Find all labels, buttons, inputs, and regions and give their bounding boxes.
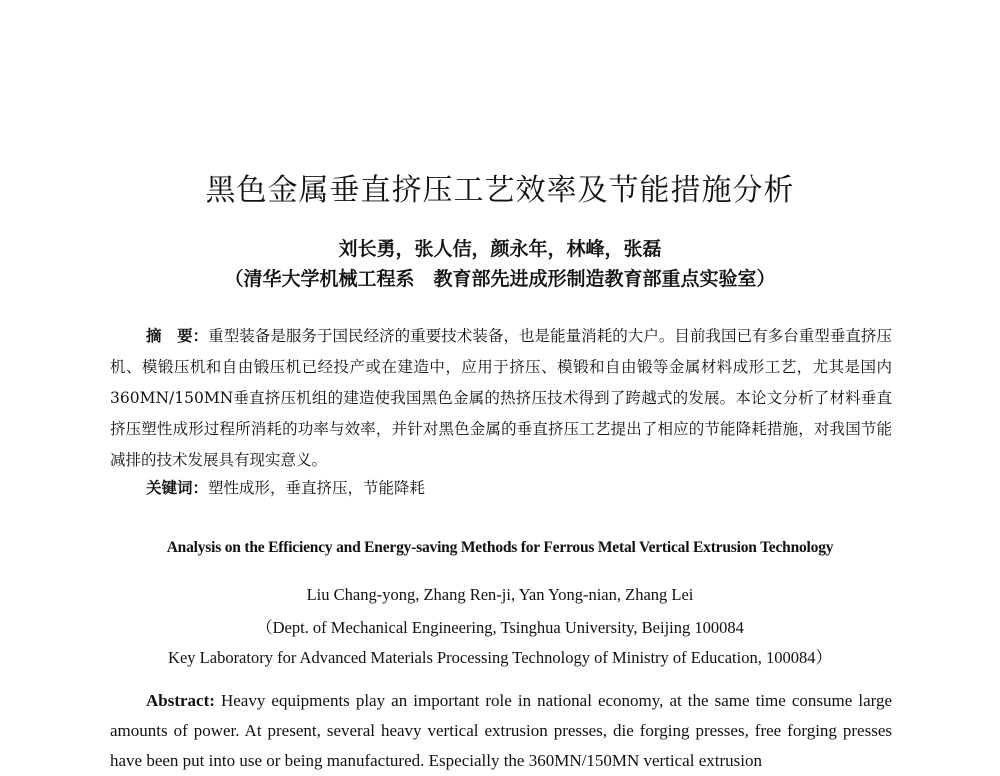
chinese-abstract-label: 摘 要： <box>146 326 209 345</box>
chinese-title: 黑色金属垂直挤压工艺效率及节能措施分析 <box>205 173 795 208</box>
english-affiliation-line-2: Key Laboratory for Advanced Materials Processing Technology of Ministry of Education, 100084） <box>168 648 832 667</box>
english-abstract-label: Abstract: <box>146 691 215 710</box>
chinese-abstract-text: 重型装备是服务于国民经济的重要技术装备，也是能量消耗的大户。目前我国已有多台重型垂直挤压机、模锻压机和自由锻压机已经投产或在建造中，应用于挤压、模锻和自由锻等金属材料成形工艺，尤其是国内360MN/150MN垂直挤压机组的建造使我国黑色金属的热挤压技术得到了跨越式的发展。本论文分析了材料垂直挤压塑性成形过程所消耗的功率与效率，并针对黑色金属的垂直挤压工艺提出了相应的节能降耗措施，对我国节能减排的技术发展具有现实意义。 <box>110 327 892 469</box>
chinese-abstract <box>110 320 892 476</box>
english-abstract <box>110 686 892 776</box>
english-title: Analysis on the Efficiency and Energy-saving Methods for Ferrous Metal Vertical Extrusion Technology <box>166 539 834 556</box>
chinese-affiliation: （清华大学机械工程系 教育部先进成形制造教育部重点实验室） <box>224 268 776 290</box>
chinese-authors: 刘长勇，张人佶，颜永年，林峰，张磊 <box>338 238 662 260</box>
chinese-keywords-label: 关键词： <box>146 478 209 497</box>
english-affiliation-line-1: （Dept. of Mechanical Engineering, Tsinghua University, Beijing 100084 <box>256 618 744 637</box>
english-authors: Liu Chang-yong, Zhang Ren-ji, Yan Yong-nian, Zhang Lei <box>306 585 694 604</box>
chinese-keywords <box>146 476 425 498</box>
chinese-keywords-text: 塑性成形，垂直挤压，节能降耗 <box>208 479 426 497</box>
english-abstract-text: Heavy equipments play an important role in national economy, at the same time consume large amounts of power. At present, several heavy vertical extrusion presses, die forging presses, free forging presses have been put into use or being manufactured. Especially the 360MN/150MN vertical extrusion <box>110 691 893 770</box>
